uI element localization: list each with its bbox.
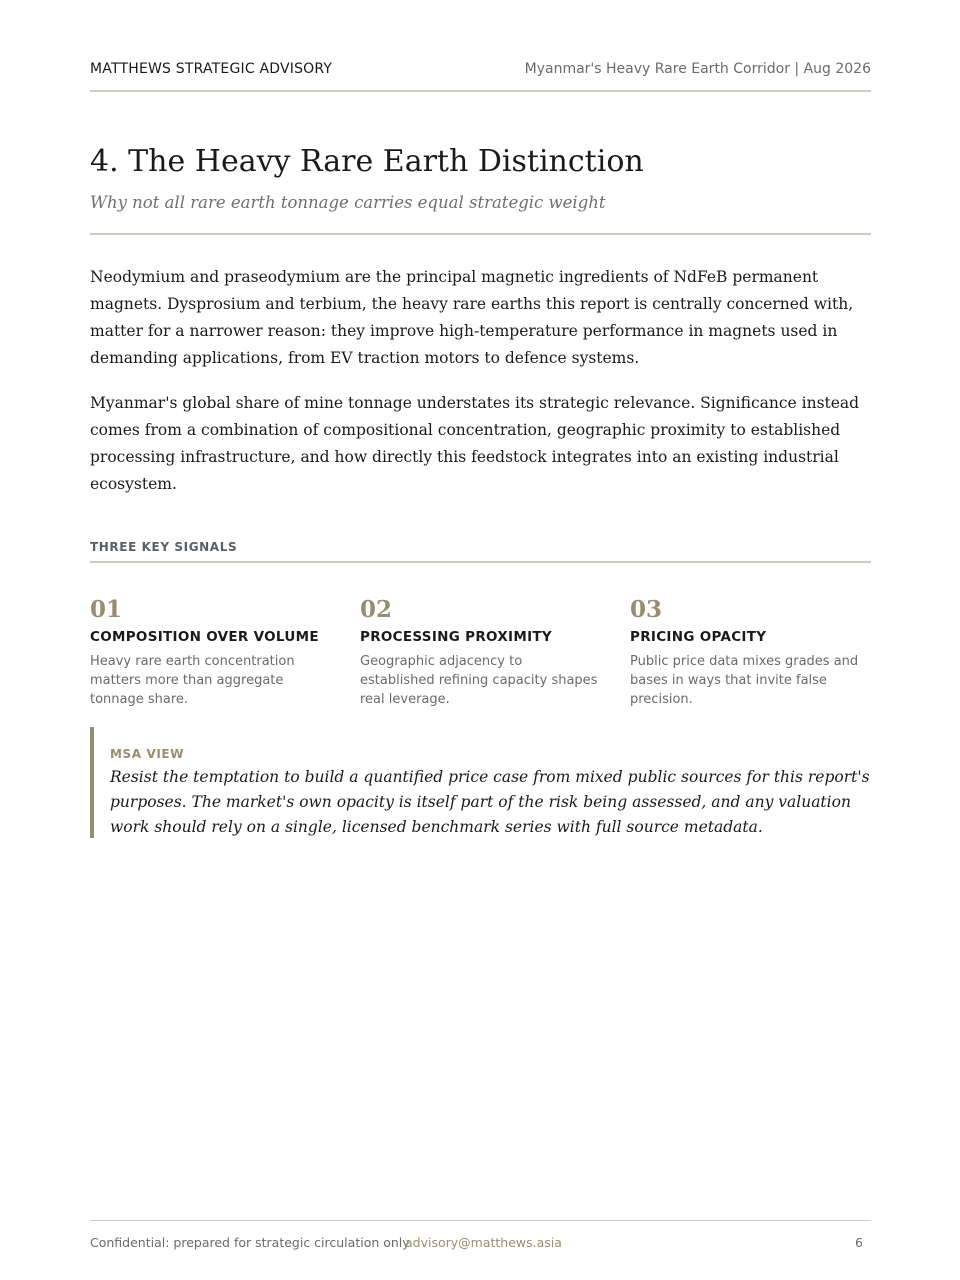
callout-label: MSA VIEW <box>110 747 185 761</box>
signal-description: Geographic adjacency to established refining capacity shapes real leverage. <box>360 654 598 707</box>
section-subtitle: Why not all rare earth tonnage carries equal strategic weight <box>90 193 606 212</box>
page-footer <box>90 1220 871 1251</box>
signal-title: PRICING OPACITY <box>630 629 767 645</box>
signal-description: Public price data mixes grades and bases in ways that invite false precision. <box>630 654 859 707</box>
report-page <box>90 0 871 1280</box>
signal-number: 02 <box>360 596 393 623</box>
signals-heading: THREE KEY SIGNALS <box>90 540 871 563</box>
callout-text: Resist the temptation to build a quantified price case from mixed public sources for this report's purposes. The market's own opacity is itself part of the risk being assessed, and any valuation work should rely on a single, licensed benchmark series with full source metadata. <box>110 768 870 836</box>
confidential-notice: Confidential: prepared for strategic circulation only <box>90 1235 410 1250</box>
body-paragraph-1: Neodymium and praseodymium are the principal magnetic ingredients of NdFeB permanent magnets. Dysprosium and terbium, the heavy rare earths this report is centrally concerned with, matter for a narrower reason: they improve high-temperature performance in magnets used in demanding applications, from EV traction motors to defence systems. <box>90 268 854 367</box>
signal-title: PROCESSING PROXIMITY <box>360 629 552 645</box>
signal-description: Heavy rare earth concentration matters more than aggregate tonnage share. <box>90 654 295 707</box>
brand-name: MATTHEWS STRATEGIC ADVISORY <box>90 61 333 77</box>
report-info: Myanmar's Heavy Rare Earth Corridor | Aug 2026 <box>524 61 871 77</box>
signal-card-1 <box>90 596 330 709</box>
signal-number: 01 <box>90 596 123 623</box>
signal-card-2 <box>360 596 600 709</box>
page-number: 6 <box>855 1235 863 1250</box>
section-title: 4. The Heavy Rare Earth Distinction <box>90 144 644 179</box>
body-paragraph-2: Myanmar's global share of mine tonnage understates its strategic relevance. Significance instead comes from a combination of compositional concentration, geographic proximity to established processing infrastructure, and how directly this feedstock integrates into an existing industrial ecosystem. <box>90 394 860 493</box>
signal-card-3 <box>630 596 870 709</box>
body-text <box>90 264 871 516</box>
title-divider <box>90 233 871 235</box>
signal-number: 03 <box>630 596 663 623</box>
msa-view-callout <box>90 727 871 838</box>
signal-title: COMPOSITION OVER VOLUME <box>90 629 319 645</box>
contact-email-link[interactable]: advisory@matthews.asia <box>405 1235 562 1250</box>
running-header <box>90 58 871 92</box>
